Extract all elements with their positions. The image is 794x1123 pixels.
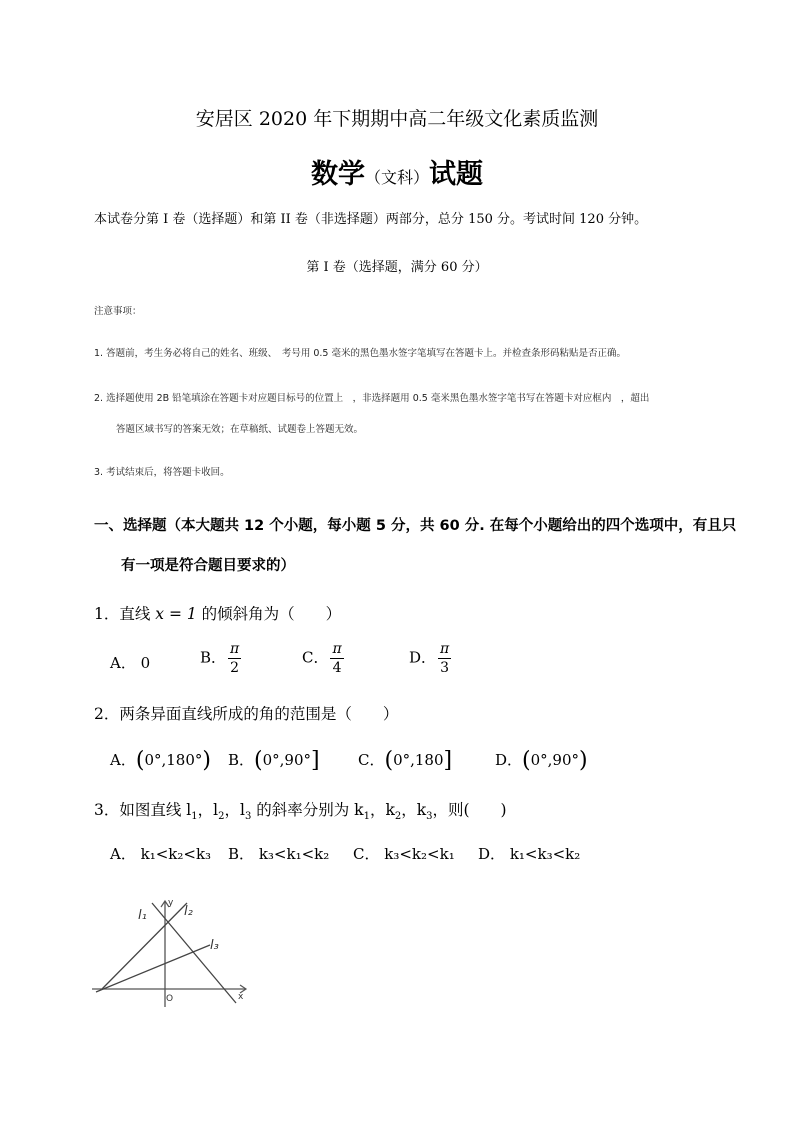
option-value: k₃<k₁<k₂	[258, 845, 330, 863]
note-item-3: 3. 考试结束后，将答题卡收回。	[94, 467, 230, 478]
q3-option-c	[353, 843, 455, 864]
option-label: B．	[200, 648, 227, 667]
label-l2: l₂	[184, 904, 193, 919]
q1-math: x = 1	[155, 605, 197, 623]
option-label: C．	[302, 648, 329, 667]
exam-title	[0, 152, 794, 191]
label-origin: O	[166, 994, 174, 1004]
line-l3	[96, 945, 210, 992]
label-l1: l₁	[138, 908, 147, 923]
q1-option-d	[409, 642, 453, 675]
option-label: A．	[110, 845, 136, 863]
label-y: y	[168, 898, 174, 908]
fraction: $\frac{\pi}{4}$	[332, 641, 342, 676]
option-value: k₁<k₂<k₃	[140, 845, 212, 863]
option-value: 0°,180	[393, 751, 444, 769]
option-value: k₁<k₃<k₂	[509, 845, 581, 863]
option-label: C．	[358, 751, 385, 769]
option-value: 0°,180°	[144, 751, 203, 769]
title-paren: （文科）	[364, 168, 429, 187]
exam-intro: 本试卷分第 I 卷（选择题）和第 II 卷（非选择题）两部分，总分 150 分。考试时间 120 分钟。	[94, 212, 648, 227]
section-one-heading-cont: 有一项是符合题目要求的）	[121, 558, 295, 574]
q1-post: 的倾斜角为（ ）	[196, 605, 342, 623]
option-label: A．	[110, 751, 136, 769]
q3-option-b	[228, 843, 329, 864]
question-1-stem	[94, 602, 341, 624]
label-l3: l₃	[210, 938, 219, 953]
option-value: 0°,90°	[262, 751, 312, 769]
option-value: 0°,90°	[530, 751, 580, 769]
q3-option-d	[478, 843, 580, 864]
note-item-2-cont: 答题区域书写的答案无效；在草稿纸、试题卷上答题无效。	[116, 424, 364, 435]
fraction: $\frac{\pi}{3}$	[440, 641, 450, 676]
exam-subtitle: 安居区 2020 年下期期中高二年级文化素质监测	[195, 108, 599, 130]
question-2-stem: 2．两条异面直线所成的角的范围是（ ）	[94, 705, 399, 723]
title-end: 试题	[429, 159, 483, 190]
section-one-heading: 一、选择题（本大题共 12 个小题，每小题 5 分，共 60 分. 在每个小题给出的四个选项中，有且只	[94, 518, 737, 534]
option-value: 0	[140, 654, 151, 672]
notes-heading: 注意事项：	[94, 306, 142, 317]
option-value: k₃<k₂<k₁	[384, 845, 455, 863]
q3-figure	[88, 895, 258, 1010]
question-3-stem: 3．如图直线 $l_1$，$l_2$，$l_3$ 的斜率分别为 $k_1$，$k_2$，$k_3$，则( )	[94, 801, 507, 823]
q1-option-b	[200, 642, 243, 675]
option-label: A．	[110, 654, 136, 672]
option-label: B．	[228, 845, 255, 863]
label-x: x	[238, 992, 244, 1002]
part-one-heading: 第 Ⅰ 卷（选择题，满分 60 分）	[306, 260, 488, 275]
option-label: D．	[478, 845, 506, 863]
option-label: D．	[409, 648, 437, 667]
q2-option-d: D．(0°,90°)	[495, 748, 588, 773]
q1-option-c	[302, 642, 346, 675]
q2-option-c: C．(0°,180]	[358, 748, 453, 773]
fraction: $\frac{\pi}{2}$	[230, 641, 240, 676]
title-main: 数学	[310, 159, 365, 190]
q1-option-a	[110, 652, 150, 673]
option-label: D．	[495, 751, 523, 769]
note-item-2: 2. 选择题使用 2B 铅笔填涂在答题卡对应题目标号的位置上 ，非选择题用 0.5 毫米黑色墨水签字笔书写在答题卡对应框内 ，超出	[94, 393, 650, 404]
note-item-1: 1. 答题前，考生务必将自己的姓名、班级、 考号用 0.5 毫米的黑色墨水签字笔填写在答题卡上。并检查条形码粘贴是否正确。	[94, 348, 626, 359]
q2-option-b: B．(0°,90°]	[228, 748, 320, 773]
q3-option-a	[110, 843, 211, 864]
option-label: B．	[228, 751, 255, 769]
option-label: C．	[353, 845, 380, 863]
q2-option-a: A．(0°,180°)	[110, 748, 211, 773]
q1-pre: 1．直线	[94, 605, 156, 623]
